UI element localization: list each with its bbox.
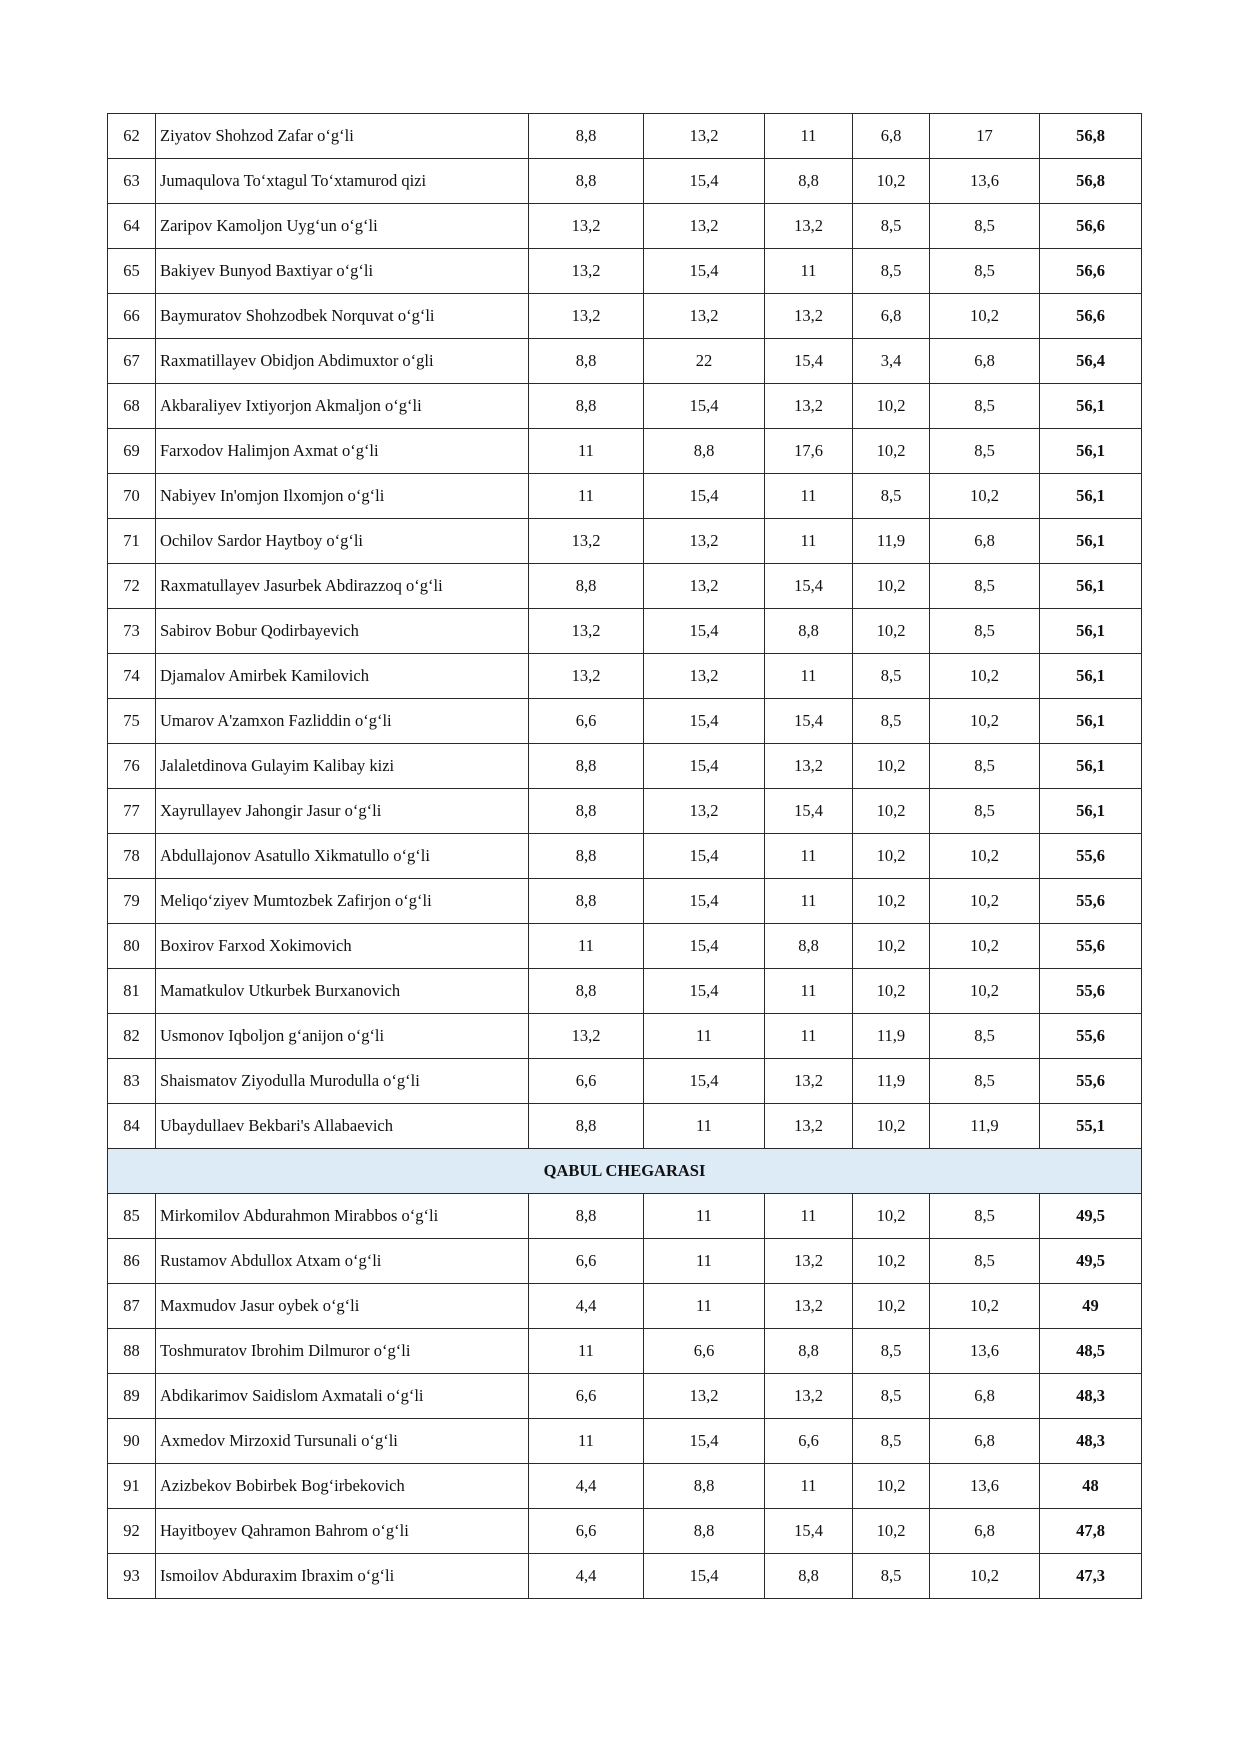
student-name-cell: Sabirov Bobur Qodirbayevich <box>156 609 529 654</box>
score-cell-1: 8,8 <box>529 744 644 789</box>
score-cell-4: 8,5 <box>853 1554 930 1599</box>
total-score-cell: 48,3 <box>1040 1419 1142 1464</box>
row-number-cell: 91 <box>108 1464 156 1509</box>
student-name-cell: Shaismatov Ziyodulla Murodulla o‘g‘li <box>156 1059 529 1104</box>
score-cell-5: 8,5 <box>930 384 1040 429</box>
total-score-cell: 56,1 <box>1040 384 1142 429</box>
score-cell-4: 10,2 <box>853 609 930 654</box>
score-cell-1: 11 <box>529 1419 644 1464</box>
student-name-cell: Zaripov Kamoljon Uyg‘un o‘g‘li <box>156 204 529 249</box>
score-cell-5: 8,5 <box>930 744 1040 789</box>
score-cell-3: 11 <box>765 249 853 294</box>
score-cell-5: 8,5 <box>930 789 1040 834</box>
score-cell-4: 10,2 <box>853 744 930 789</box>
score-cell-4: 10,2 <box>853 384 930 429</box>
table-row <box>108 1464 1142 1509</box>
total-score-cell: 48,5 <box>1040 1329 1142 1374</box>
table-row <box>108 564 1142 609</box>
score-cell-1: 8,8 <box>529 159 644 204</box>
table-row <box>108 204 1142 249</box>
score-cell-1: 8,8 <box>529 1194 644 1239</box>
total-score-cell: 56,1 <box>1040 519 1142 564</box>
row-number-cell: 65 <box>108 249 156 294</box>
total-score-cell: 47,3 <box>1040 1554 1142 1599</box>
score-cell-5: 17 <box>930 114 1040 159</box>
student-name-cell: Hayitboyev Qahramon Bahrom o‘g‘li <box>156 1509 529 1554</box>
score-cell-1: 8,8 <box>529 789 644 834</box>
score-cell-5: 6,8 <box>930 1419 1040 1464</box>
student-name-cell: Ziyatov Shohzod Zafar o‘g‘li <box>156 114 529 159</box>
score-cell-3: 15,4 <box>765 789 853 834</box>
score-cell-2: 15,4 <box>644 924 765 969</box>
score-cell-1: 8,8 <box>529 114 644 159</box>
score-cell-4: 10,2 <box>853 159 930 204</box>
row-number-cell: 89 <box>108 1374 156 1419</box>
score-cell-4: 8,5 <box>853 249 930 294</box>
score-cell-5: 10,2 <box>930 474 1040 519</box>
score-cell-4: 8,5 <box>853 1374 930 1419</box>
row-number-cell: 71 <box>108 519 156 564</box>
student-name-cell: Umarov A'zamxon Fazliddin o‘g‘li <box>156 699 529 744</box>
score-cell-1: 11 <box>529 429 644 474</box>
rows-below-cutoff <box>108 1194 1142 1599</box>
score-cell-2: 13,2 <box>644 654 765 699</box>
score-cell-1: 8,8 <box>529 834 644 879</box>
score-cell-5: 10,2 <box>930 969 1040 1014</box>
table-row <box>108 384 1142 429</box>
score-cell-4: 8,5 <box>853 699 930 744</box>
cutoff-section <box>108 1149 1142 1194</box>
total-score-cell: 55,6 <box>1040 1059 1142 1104</box>
score-cell-4: 10,2 <box>853 879 930 924</box>
score-cell-3: 13,2 <box>765 1374 853 1419</box>
score-cell-4: 10,2 <box>853 1464 930 1509</box>
student-name-cell: Farxodov Halimjon Axmat o‘g‘li <box>156 429 529 474</box>
row-number-cell: 88 <box>108 1329 156 1374</box>
score-cell-1: 13,2 <box>529 1014 644 1059</box>
score-cell-5: 13,6 <box>930 1329 1040 1374</box>
score-cell-3: 11 <box>765 879 853 924</box>
score-cell-1: 6,6 <box>529 1374 644 1419</box>
total-score-cell: 56,6 <box>1040 294 1142 339</box>
row-number-cell: 86 <box>108 1239 156 1284</box>
row-number-cell: 66 <box>108 294 156 339</box>
score-cell-4: 10,2 <box>853 834 930 879</box>
score-cell-3: 13,2 <box>765 204 853 249</box>
score-cell-5: 10,2 <box>930 924 1040 969</box>
rows-above-cutoff <box>108 114 1142 1149</box>
table-row <box>108 609 1142 654</box>
score-cell-2: 15,4 <box>644 699 765 744</box>
score-cell-4: 6,8 <box>853 114 930 159</box>
score-cell-2: 8,8 <box>644 1464 765 1509</box>
total-score-cell: 56,1 <box>1040 474 1142 519</box>
score-cell-5: 10,2 <box>930 294 1040 339</box>
score-cell-5: 8,5 <box>930 564 1040 609</box>
score-cell-2: 15,4 <box>644 249 765 294</box>
row-number-cell: 90 <box>108 1419 156 1464</box>
score-cell-4: 10,2 <box>853 924 930 969</box>
total-score-cell: 55,6 <box>1040 924 1142 969</box>
score-cell-3: 11 <box>765 114 853 159</box>
score-cell-1: 13,2 <box>529 294 644 339</box>
total-score-cell: 55,6 <box>1040 1014 1142 1059</box>
row-number-cell: 72 <box>108 564 156 609</box>
score-cell-4: 10,2 <box>853 789 930 834</box>
score-cell-1: 13,2 <box>529 204 644 249</box>
total-score-cell: 56,6 <box>1040 249 1142 294</box>
total-score-cell: 48 <box>1040 1464 1142 1509</box>
table-row <box>108 699 1142 744</box>
score-cell-5: 10,2 <box>930 879 1040 924</box>
score-cell-1: 6,6 <box>529 1059 644 1104</box>
student-name-cell: Jumaqulova To‘xtagul To‘xtamurod qizi <box>156 159 529 204</box>
score-cell-1: 13,2 <box>529 249 644 294</box>
table-row <box>108 834 1142 879</box>
table-row <box>108 654 1142 699</box>
score-cell-4: 10,2 <box>853 1194 930 1239</box>
score-cell-5: 8,5 <box>930 609 1040 654</box>
score-cell-2: 8,8 <box>644 1509 765 1554</box>
score-cell-1: 8,8 <box>529 384 644 429</box>
row-number-cell: 63 <box>108 159 156 204</box>
student-name-cell: Mamatkulov Utkurbek Burxanovich <box>156 969 529 1014</box>
row-number-cell: 85 <box>108 1194 156 1239</box>
score-cell-2: 15,4 <box>644 1419 765 1464</box>
row-number-cell: 78 <box>108 834 156 879</box>
score-cell-3: 11 <box>765 474 853 519</box>
score-cell-5: 6,8 <box>930 339 1040 384</box>
table-row <box>108 1059 1142 1104</box>
student-name-cell: Abdikarimov Saidislom Axmatali o‘g‘li <box>156 1374 529 1419</box>
score-cell-2: 22 <box>644 339 765 384</box>
score-cell-1: 13,2 <box>529 609 644 654</box>
score-cell-5: 10,2 <box>930 1554 1040 1599</box>
score-cell-3: 8,8 <box>765 159 853 204</box>
total-score-cell: 56,1 <box>1040 609 1142 654</box>
score-cell-5: 8,5 <box>930 1239 1040 1284</box>
student-name-cell: Xayrullayev Jahongir Jasur o‘g‘li <box>156 789 529 834</box>
score-cell-2: 13,2 <box>644 294 765 339</box>
score-cell-3: 11 <box>765 654 853 699</box>
score-cell-2: 13,2 <box>644 114 765 159</box>
score-cell-1: 6,6 <box>529 699 644 744</box>
table-row <box>108 1284 1142 1329</box>
score-cell-3: 15,4 <box>765 699 853 744</box>
table-row <box>108 1509 1142 1554</box>
total-score-cell: 49 <box>1040 1284 1142 1329</box>
score-cell-4: 3,4 <box>853 339 930 384</box>
score-cell-3: 11 <box>765 1014 853 1059</box>
student-name-cell: Akbaraliyev Ixtiyorjon Akmaljon o‘g‘li <box>156 384 529 429</box>
score-cell-5: 8,5 <box>930 204 1040 249</box>
score-cell-2: 11 <box>644 1284 765 1329</box>
row-number-cell: 67 <box>108 339 156 384</box>
total-score-cell: 55,6 <box>1040 879 1142 924</box>
total-score-cell: 56,1 <box>1040 429 1142 474</box>
student-name-cell: Toshmuratov Ibrohim Dilmuror o‘g‘li <box>156 1329 529 1374</box>
total-score-cell: 56,1 <box>1040 789 1142 834</box>
score-cell-5: 13,6 <box>930 1464 1040 1509</box>
total-score-cell: 56,4 <box>1040 339 1142 384</box>
score-cell-3: 13,2 <box>765 384 853 429</box>
student-name-cell: Ismoilov Abduraxim Ibraxim o‘g‘li <box>156 1554 529 1599</box>
score-cell-2: 13,2 <box>644 519 765 564</box>
table-row <box>108 1014 1142 1059</box>
score-cell-5: 11,9 <box>930 1104 1040 1149</box>
score-cell-4: 11,9 <box>853 519 930 564</box>
table-row <box>108 1419 1142 1464</box>
score-cell-5: 10,2 <box>930 654 1040 699</box>
table-row <box>108 159 1142 204</box>
score-cell-3: 6,6 <box>765 1419 853 1464</box>
score-cell-5: 13,6 <box>930 159 1040 204</box>
score-cell-2: 11 <box>644 1014 765 1059</box>
row-number-cell: 62 <box>108 114 156 159</box>
score-cell-2: 15,4 <box>644 1059 765 1104</box>
score-cell-4: 10,2 <box>853 429 930 474</box>
score-cell-4: 11,9 <box>853 1014 930 1059</box>
student-name-cell: Boxirov Farxod Xokimovich <box>156 924 529 969</box>
row-number-cell: 81 <box>108 969 156 1014</box>
score-cell-2: 15,4 <box>644 1554 765 1599</box>
student-name-cell: Ochilov Sardor Haytboy o‘g‘li <box>156 519 529 564</box>
score-cell-2: 15,4 <box>644 384 765 429</box>
student-name-cell: Abdullajonov Asatullo Xikmatullo o‘g‘li <box>156 834 529 879</box>
score-cell-1: 8,8 <box>529 339 644 384</box>
score-cell-3: 8,8 <box>765 924 853 969</box>
table-row <box>108 1554 1142 1599</box>
table-row <box>108 1194 1142 1239</box>
row-number-cell: 92 <box>108 1509 156 1554</box>
total-score-cell: 49,5 <box>1040 1194 1142 1239</box>
table-row <box>108 1374 1142 1419</box>
student-name-cell: Azizbekov Bobirbek Bog‘irbekovich <box>156 1464 529 1509</box>
student-name-cell: Jalaletdinova Gulayim Kalibay kizi <box>156 744 529 789</box>
score-cell-3: 11 <box>765 969 853 1014</box>
total-score-cell: 55,6 <box>1040 834 1142 879</box>
score-cell-3: 13,2 <box>765 1239 853 1284</box>
score-cell-2: 11 <box>644 1104 765 1149</box>
score-cell-5: 6,8 <box>930 519 1040 564</box>
score-cell-2: 11 <box>644 1239 765 1284</box>
student-name-cell: Nabiyev In'omjon Ilxomjon o‘g‘li <box>156 474 529 519</box>
table-row <box>108 744 1142 789</box>
score-cell-4: 8,5 <box>853 474 930 519</box>
score-cell-1: 4,4 <box>529 1284 644 1329</box>
score-cell-3: 15,4 <box>765 339 853 384</box>
score-cell-3: 13,2 <box>765 294 853 339</box>
row-number-cell: 64 <box>108 204 156 249</box>
score-cell-2: 13,2 <box>644 789 765 834</box>
row-number-cell: 69 <box>108 429 156 474</box>
score-cell-3: 11 <box>765 519 853 564</box>
score-cell-3: 8,8 <box>765 1329 853 1374</box>
table-row <box>108 1329 1142 1374</box>
table-row <box>108 429 1142 474</box>
row-number-cell: 73 <box>108 609 156 654</box>
student-name-cell: Rustamov Abdullox Atxam o‘g‘li <box>156 1239 529 1284</box>
table-row <box>108 114 1142 159</box>
score-cell-5: 10,2 <box>930 1284 1040 1329</box>
score-cell-2: 6,6 <box>644 1329 765 1374</box>
score-cell-1: 11 <box>529 474 644 519</box>
score-cell-4: 10,2 <box>853 1104 930 1149</box>
score-cell-4: 10,2 <box>853 1509 930 1554</box>
total-score-cell: 56,8 <box>1040 114 1142 159</box>
row-number-cell: 82 <box>108 1014 156 1059</box>
score-cell-4: 10,2 <box>853 1284 930 1329</box>
total-score-cell: 56,1 <box>1040 699 1142 744</box>
total-score-cell: 56,1 <box>1040 744 1142 789</box>
row-number-cell: 77 <box>108 789 156 834</box>
score-cell-1: 8,8 <box>529 564 644 609</box>
score-cell-2: 8,8 <box>644 429 765 474</box>
score-cell-2: 15,4 <box>644 879 765 924</box>
score-cell-2: 11 <box>644 1194 765 1239</box>
score-cell-3: 13,2 <box>765 1284 853 1329</box>
score-cell-1: 8,8 <box>529 879 644 924</box>
score-cell-3: 8,8 <box>765 1554 853 1599</box>
student-name-cell: Mirkomilov Abdurahmon Mirabbos o‘g‘li <box>156 1194 529 1239</box>
score-cell-3: 13,2 <box>765 1104 853 1149</box>
score-cell-3: 11 <box>765 834 853 879</box>
row-number-cell: 79 <box>108 879 156 924</box>
table-row <box>108 1104 1142 1149</box>
score-cell-1: 13,2 <box>529 519 644 564</box>
table-row <box>108 924 1142 969</box>
row-number-cell: 76 <box>108 744 156 789</box>
score-cell-5: 8,5 <box>930 1014 1040 1059</box>
score-cell-5: 10,2 <box>930 834 1040 879</box>
table-row <box>108 294 1142 339</box>
score-cell-5: 8,5 <box>930 1194 1040 1239</box>
student-name-cell: Usmonov Iqboljon g‘anijon o‘g‘li <box>156 1014 529 1059</box>
score-cell-4: 11,9 <box>853 1059 930 1104</box>
table-row <box>108 969 1142 1014</box>
student-name-cell: Ubaydullaev Bekbari's Allabaevich <box>156 1104 529 1149</box>
row-number-cell: 84 <box>108 1104 156 1149</box>
row-number-cell: 83 <box>108 1059 156 1104</box>
score-cell-5: 6,8 <box>930 1509 1040 1554</box>
row-number-cell: 70 <box>108 474 156 519</box>
score-cell-1: 8,8 <box>529 969 644 1014</box>
score-cell-4: 10,2 <box>853 564 930 609</box>
student-name-cell: Maxmudov Jasur oybek o‘g‘li <box>156 1284 529 1329</box>
table-row <box>108 474 1142 519</box>
total-score-cell: 48,3 <box>1040 1374 1142 1419</box>
table-row <box>108 339 1142 384</box>
admission-cutoff-row <box>108 1149 1142 1194</box>
score-cell-2: 13,2 <box>644 204 765 249</box>
row-number-cell: 68 <box>108 384 156 429</box>
table-row <box>108 249 1142 294</box>
score-cell-3: 13,2 <box>765 1059 853 1104</box>
score-cell-5: 10,2 <box>930 699 1040 744</box>
score-cell-4: 10,2 <box>853 969 930 1014</box>
score-cell-3: 13,2 <box>765 744 853 789</box>
table-row <box>108 879 1142 924</box>
score-cell-3: 15,4 <box>765 1509 853 1554</box>
student-name-cell: Raxmatillayev Obidjon Abdimuxtor o‘gli <box>156 339 529 384</box>
score-cell-3: 17,6 <box>765 429 853 474</box>
total-score-cell: 56,8 <box>1040 159 1142 204</box>
score-cell-3: 11 <box>765 1194 853 1239</box>
student-name-cell: Bakiyev Bunyod Baxtiyar o‘g‘li <box>156 249 529 294</box>
student-name-cell: Axmedov Mirzoxid Tursunali o‘g‘li <box>156 1419 529 1464</box>
score-cell-2: 15,4 <box>644 159 765 204</box>
score-cell-2: 15,4 <box>644 969 765 1014</box>
row-number-cell: 93 <box>108 1554 156 1599</box>
row-number-cell: 75 <box>108 699 156 744</box>
row-number-cell: 87 <box>108 1284 156 1329</box>
score-cell-2: 13,2 <box>644 1374 765 1419</box>
score-cell-2: 15,4 <box>644 744 765 789</box>
score-cell-4: 8,5 <box>853 204 930 249</box>
score-cell-5: 8,5 <box>930 429 1040 474</box>
score-cell-3: 8,8 <box>765 609 853 654</box>
score-cell-2: 15,4 <box>644 609 765 654</box>
total-score-cell: 55,1 <box>1040 1104 1142 1149</box>
total-score-cell: 56,6 <box>1040 204 1142 249</box>
score-cell-1: 13,2 <box>529 654 644 699</box>
score-cell-3: 15,4 <box>765 564 853 609</box>
score-cell-2: 15,4 <box>644 474 765 519</box>
table-row <box>108 519 1142 564</box>
score-cell-4: 8,5 <box>853 654 930 699</box>
score-cell-4: 8,5 <box>853 1419 930 1464</box>
admission-cutoff-label: QABUL CHEGARASI <box>108 1149 1142 1194</box>
results-table <box>107 113 1142 1599</box>
score-cell-1: 6,6 <box>529 1509 644 1554</box>
score-cell-1: 4,4 <box>529 1464 644 1509</box>
total-score-cell: 56,1 <box>1040 564 1142 609</box>
row-number-cell: 80 <box>108 924 156 969</box>
total-score-cell: 55,6 <box>1040 969 1142 1014</box>
student-name-cell: Raxmatullayev Jasurbek Abdirazzoq o‘g‘li <box>156 564 529 609</box>
score-cell-2: 15,4 <box>644 834 765 879</box>
student-name-cell: Djamalov Amirbek Kamilovich <box>156 654 529 699</box>
score-cell-4: 10,2 <box>853 1239 930 1284</box>
score-cell-1: 8,8 <box>529 1104 644 1149</box>
score-cell-1: 4,4 <box>529 1554 644 1599</box>
table-row <box>108 789 1142 834</box>
score-cell-1: 6,6 <box>529 1239 644 1284</box>
total-score-cell: 47,8 <box>1040 1509 1142 1554</box>
score-cell-1: 11 <box>529 924 644 969</box>
score-cell-5: 8,5 <box>930 1059 1040 1104</box>
score-cell-5: 6,8 <box>930 1374 1040 1419</box>
score-cell-4: 8,5 <box>853 1329 930 1374</box>
total-score-cell: 49,5 <box>1040 1239 1142 1284</box>
row-number-cell: 74 <box>108 654 156 699</box>
score-cell-3: 11 <box>765 1464 853 1509</box>
table-row <box>108 1239 1142 1284</box>
student-name-cell: Baymuratov Shohzodbek Norquvat o‘g‘li <box>156 294 529 339</box>
score-cell-4: 6,8 <box>853 294 930 339</box>
score-cell-5: 8,5 <box>930 249 1040 294</box>
total-score-cell: 56,1 <box>1040 654 1142 699</box>
score-cell-1: 11 <box>529 1329 644 1374</box>
student-name-cell: Meliqo‘ziyev Mumtozbek Zafirjon o‘g‘li <box>156 879 529 924</box>
score-cell-2: 13,2 <box>644 564 765 609</box>
